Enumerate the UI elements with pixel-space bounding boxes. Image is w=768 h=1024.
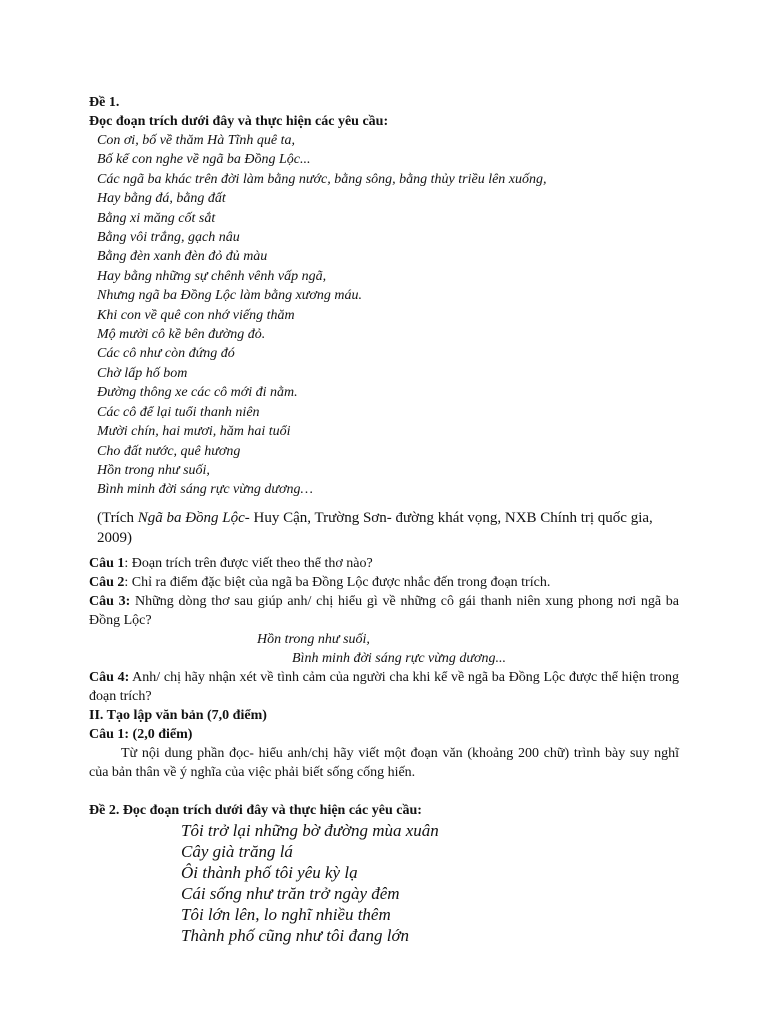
source-prefix: (Trích [97, 509, 138, 526]
section-heading: II. Tạo lập văn bản (7,0 điểm) [89, 707, 267, 723]
question-label: Câu 4: [89, 669, 130, 685]
quoted-line: Bình minh đời sáng rực vừng dương... [292, 650, 507, 666]
essay-question-text: Từ nội dung phần đọc- hiểu anh/chị hãy viết một đoạn văn (khoảng 200 chữ) trình bày suy nghĩ của bản thân về ý nghĩa của việc phải biết sống cống hiến. [89, 745, 679, 780]
poem-line: Mười chín, hai mươi, hăm hai tuổi [97, 424, 291, 440]
poem-line: Ôi thành phố tôi yêu kỳ lạ [181, 862, 358, 882]
poem-line: Cái sống như trăn trở ngày đêm [181, 883, 400, 903]
source-rest: - Huy Cận, Trường Sơn- đường khát vọng, NXB Chính trị quốc gia, 2009) [97, 509, 653, 546]
poem-line: Tôi lớn lên, lo nghĩ nhiều thêm [181, 904, 391, 924]
poem-line: Cây già trăng lá [181, 841, 293, 861]
question-2 [89, 573, 679, 592]
poem-line: Khi con về quê con nhớ viếng thăm [97, 307, 295, 323]
poem-line: Cho đất nước, quê hương [97, 443, 241, 459]
source-title: Ngã ba Đồng Lộc [137, 509, 245, 526]
document-page [89, 93, 679, 946]
reading-instruction: Đọc đoạn trích dưới đây và thực hiện các yêu cầu: [89, 114, 389, 129]
poem-line: Các ngã ba khác trên đời làm bằng nước, bằng sông, bằng thủy triều lên xuống, [97, 171, 547, 187]
poem-line: Bằng xi măng cốt sắt [97, 210, 216, 226]
question-3 [89, 592, 679, 630]
quoted-line: Hồn trong như suối, [257, 631, 370, 647]
source-citation [89, 508, 679, 548]
poem-line: Các cô để lại tuổi thanh niên [97, 404, 260, 420]
poem-line: Bình minh đời sáng rực vừng dương… [97, 482, 313, 498]
poem-line: Đường thông xe các cô mới đi nằm. [97, 385, 298, 401]
question-text: : Chỉ ra điểm đặc biệt của ngã ba Đồng Lộc được nhắc đến trong đoạn trích. [124, 574, 551, 590]
poem-line: Bằng vôi trắng, gạch nâu [97, 230, 240, 246]
question-label: Câu 1 [89, 555, 125, 571]
poem-line: Con ơi, bố về thăm Hà Tĩnh quê ta, [97, 133, 296, 148]
poem-line: Hay bằng những sự chênh vênh vấp ngã, [97, 268, 327, 284]
poem-line: Bằng đèn xanh đèn đỏ đủ màu [97, 249, 268, 265]
poem-line: Các cô như còn đứng đó [97, 346, 235, 362]
poem-line: Thành phố cũng như tôi đang lớn [181, 925, 410, 945]
poem-line: Bố kể con nghe về ngã ba Đồng Lộc... [97, 152, 311, 168]
question-label: Câu 2 [89, 574, 125, 590]
poem-line: Hay bằng đá, bằng đất [97, 191, 226, 207]
question-label: Câu 3: [89, 593, 131, 609]
poem-line: Nhưng ngã ba Đồng Lộc làm bằng xương máu. [97, 288, 363, 304]
poem-line: Chờ lấp hố bom [97, 365, 188, 381]
question-1 [89, 554, 679, 573]
question-text: : Đoạn trích trên được viết theo thể thơ nào? [124, 555, 373, 571]
exam-title-2: Đề 2. Đọc đoạn trích dưới đây và thực hiện các yêu cầu: [89, 802, 422, 818]
question-4 [89, 668, 679, 706]
poem-excerpt-1 [89, 131, 679, 500]
exam-title-1: Đề 1. [89, 95, 120, 110]
question-text: Những dòng thơ sau giúp anh/ chị hiểu gì về những cô gái thanh niên xung phong nơi ngã ba Đồng Lộc? [89, 593, 679, 628]
poem-line: Tôi trở lại những bờ đường mùa xuân [181, 820, 439, 840]
poem-line: Hồn trong như suối, [97, 462, 210, 478]
essay-question-label: Câu 1: (2,0 điểm) [89, 726, 193, 742]
poem-line: Mộ mười cô kề bên đường đỏ. [97, 327, 266, 343]
poem-excerpt-2 [89, 820, 679, 946]
question-text: Anh/ chị hãy nhận xét về tình cảm của người cha khi kể về ngã ba Đồng Lộc được thể hiện trong đoạn trích? [89, 669, 680, 704]
